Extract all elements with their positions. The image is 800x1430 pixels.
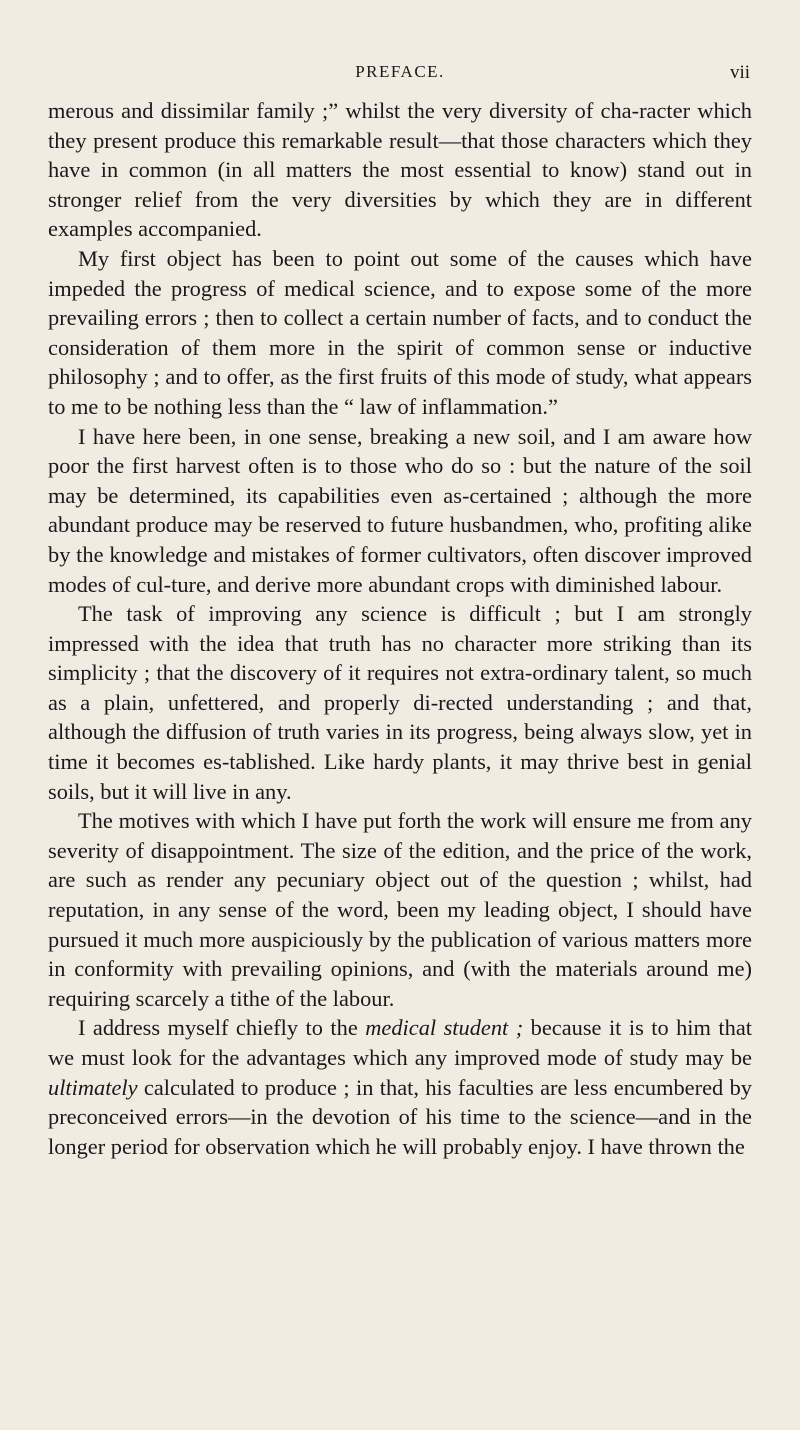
paragraph-6-text-c: calculated to produce ; in that, his faculties are less encumbered by preconceived errors—in the devotion of his time to the science—and in the longer period for observation which he will probably enjoy. I have thrown the [48,1074,752,1159]
body-text [48,96,752,1161]
page-number: vii [729,62,750,83]
paragraph-6 [48,1013,752,1161]
paragraph-6-text-a: I address myself chiefly to the [78,1015,366,1041]
paragraph-4: The task of improving any science is difficult ; but I am strongly impressed with the idea that truth has no character more striking than its simplicity ; that the discovery of it requires not extra-ordinary talent, so much as a plain, unfettered, and properly di-rected understanding ; and that, although the diffusion of truth varies in its progress, being always slow, yet in time it becomes es-tablished. Like hardy plants, it may thrive best in genial soils, but it will live in any. [48,601,752,804]
emphasis-ultimately: ultimately [48,1074,138,1100]
paragraph-3: I have here been, in one sense, breaking a new soil, and I am aware how poor the first harvest often is to those who do so : but the nature of the soil may be determined, its capabilities even as-certained ; although the more abundant produce may be reserved to future husbandmen, who, profiting alike by the knowledge and mistakes of former cultivators, often discover improved modes of cul-ture, and derive more abundant crops with diminished labour. [48,423,752,597]
paragraph-2: My first object has been to point out some of the causes which have impeded the progress of medical science, and to expose some of the more prevailing errors ; then to collect a certain number of facts, and to conduct the consideration of them more in the spirit of common sense or inductive philosophy ; and to offer, as the first fruits of this mode of study, what appears to me to be nothing less than the “ law of inflammation.” [48,245,752,419]
paragraph-1: merous and dissimilar family ;” whilst the very diversity of cha-racter which they present produce this remarkable result—that those characters which they have in common (in all matters the most essential to know) stand out in stronger relief from the very diversities by which they are in different examples accompanied. [48,98,752,242]
emphasis-medical-student: medical student ; [365,1015,524,1041]
page-header [48,60,752,88]
paragraph-5: The motives with which I have put forth the work will ensure me from any severity of disappointment. The size of the edition, and the price of the work, are such as render any pecuniary object out of the question ; whilst, had reputation, in any sense of the word, been my leading object, I should have pursued it much more auspiciously by the publication of various matters more in conformity with prevailing opinions, and (with the materials around me) requiring scarcely a tithe of the labour. [48,808,752,1011]
paragraph-6-text-b: because it is to him that we must look for the advantages which any improved mode of study may be [48,1015,752,1070]
running-title: PREFACE. [355,62,445,81]
